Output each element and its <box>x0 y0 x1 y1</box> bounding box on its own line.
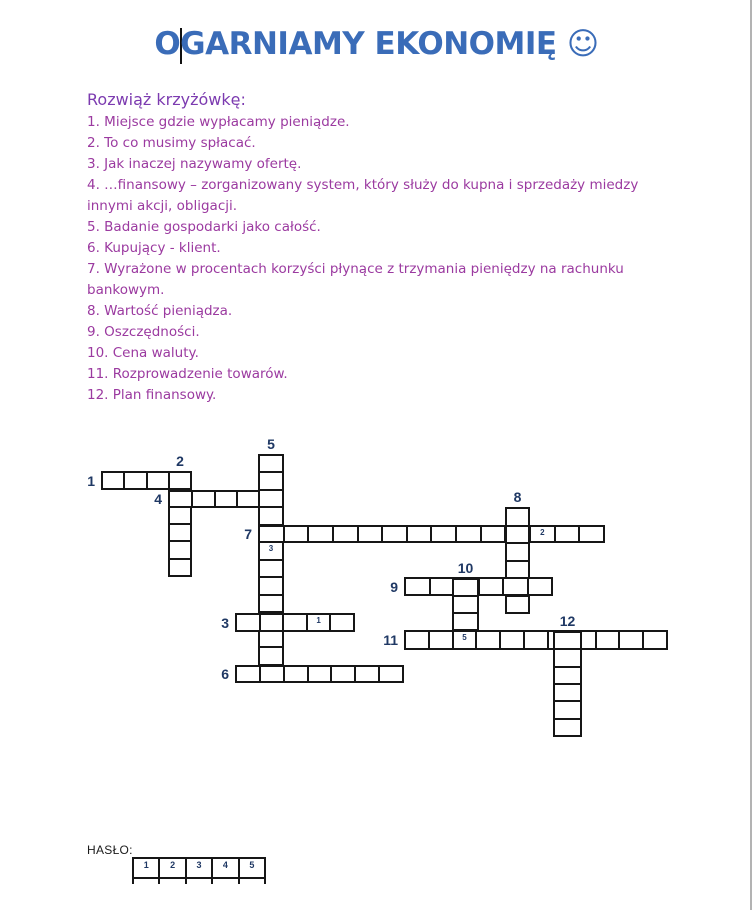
word-number-4: 4 <box>154 491 162 507</box>
haslo-cell-3[interactable] <box>185 859 211 877</box>
word-1-cell-1[interactable] <box>103 473 123 488</box>
word-7 <box>258 525 605 543</box>
word-4-cell-1[interactable] <box>170 492 191 506</box>
word-11-cell-3[interactable] <box>452 632 476 648</box>
word-7-cell-2[interactable] <box>283 527 308 541</box>
word-9-cell-6[interactable] <box>527 579 552 594</box>
haslo-row <box>132 857 266 879</box>
haslo-position-marker-2: 2 <box>540 528 545 537</box>
word-2-cell-4[interactable] <box>170 523 190 540</box>
clue-line-6: 5. Badanie gospodarki jako całość. <box>87 219 321 235</box>
word-7-cell-12[interactable] <box>529 527 554 541</box>
clue-line-2: 2. To co musimy spłacać. <box>87 135 256 151</box>
word-5 <box>258 454 284 683</box>
word-12-cell-4[interactable] <box>555 683 580 700</box>
clue-line-7: 6. Kupujący - klient. <box>87 240 221 256</box>
word-9-cell-5[interactable] <box>502 579 527 594</box>
word-5-cell-12[interactable] <box>260 646 282 663</box>
word-8 <box>505 507 530 614</box>
word-3 <box>235 613 355 632</box>
haslo-cell-5[interactable] <box>238 859 264 877</box>
word-5-cell-3[interactable] <box>260 489 282 506</box>
word-6 <box>235 665 404 683</box>
word-number-3: 3 <box>221 614 229 631</box>
clue-line-1: 1. Miejsce gdzie wypłacamy pieniądze. <box>87 114 350 130</box>
word-1-cell-3[interactable] <box>146 473 168 488</box>
word-8-cell-4[interactable] <box>507 560 528 578</box>
word-5-cell-4[interactable] <box>260 506 282 523</box>
word-9-cell-2[interactable] <box>429 579 454 594</box>
haslo-cell-2[interactable] <box>158 859 184 877</box>
word-11-cell-2[interactable] <box>428 632 452 648</box>
haslo-stub-3 <box>185 879 211 884</box>
haslo-position-marker-5: 5 <box>462 633 467 642</box>
haslo-position-marker-3: 3 <box>268 544 274 554</box>
word-number-10: 10 <box>457 560 474 576</box>
word-number-8: 8 <box>513 489 522 505</box>
haslo-cell-number-2: 2 <box>170 860 176 870</box>
word-7-cell-14[interactable] <box>578 527 603 541</box>
word-7-cell-7[interactable] <box>406 527 431 541</box>
haslo-stub-2 <box>158 879 184 884</box>
word-12 <box>553 631 582 737</box>
word-number-9: 9 <box>390 578 398 595</box>
word-2-cell-5[interactable] <box>170 540 190 557</box>
word-5-cell-7[interactable] <box>260 559 282 576</box>
word-number-2: 2 <box>176 453 184 469</box>
clue-line-12: 10. Cena waluty. <box>87 345 199 361</box>
haslo-stub-row <box>132 879 266 884</box>
word-9-cell-4[interactable] <box>478 579 503 594</box>
word-1-cell-2[interactable] <box>123 473 145 488</box>
word-11-cell-5[interactable] <box>499 632 523 648</box>
word-8-cell-1[interactable] <box>507 509 528 525</box>
word-2-cell-1[interactable] <box>170 473 190 488</box>
haslo-position-marker-1: 1 <box>316 616 321 625</box>
word-6-cell-7[interactable] <box>378 667 402 681</box>
word-4-cell-2[interactable] <box>191 492 214 506</box>
word-number-6: 6 <box>221 666 229 682</box>
clue-line-5: innymi akcji, obligacji. <box>87 198 238 214</box>
word-7-cell-1[interactable] <box>260 527 283 541</box>
word-7-cell-10[interactable] <box>480 527 505 541</box>
haslo-stub-4 <box>211 879 237 884</box>
haslo-cell-number-4: 4 <box>222 860 228 870</box>
clue-line-14: 12. Plan finansowy. <box>87 387 217 403</box>
word-7-cell-8[interactable] <box>430 527 455 541</box>
word-number-5: 5 <box>267 436 275 452</box>
word-3-cell-1[interactable] <box>237 615 259 630</box>
word-number-1: 1 <box>87 472 95 489</box>
word-12-cell-6[interactable] <box>555 718 580 735</box>
word-2-cell-3[interactable] <box>170 506 190 523</box>
clue-line-11: 9. Oszczędności. <box>87 324 200 340</box>
word-3-cell-2[interactable] <box>259 615 283 630</box>
word-4-cell-3[interactable] <box>214 492 237 506</box>
page-title: OGARNIAMY EKONOMIĘ ☺ <box>154 26 599 62</box>
word-7-cell-3[interactable] <box>307 527 332 541</box>
word-number-11: 11 <box>383 632 398 648</box>
word-11-cell-11[interactable] <box>642 632 666 648</box>
clue-line-13: 11. Rozprowadzenie towarów. <box>87 366 288 382</box>
word-11-cell-1[interactable] <box>406 632 428 648</box>
word-6-cell-6[interactable] <box>354 667 378 681</box>
haslo-cell-4[interactable] <box>211 859 237 877</box>
clue-line-8: 7. Wyrażone w procentach korzyści płynące z trzymania pieniędzy na rachunku <box>87 261 624 277</box>
word-10-cell-3[interactable] <box>454 612 477 629</box>
word-3-cell-3[interactable] <box>282 615 306 630</box>
word-4-cell-4[interactable] <box>236 492 259 506</box>
haslo-cell-number-5: 5 <box>249 860 255 870</box>
word-12-cell-5[interactable] <box>555 700 580 717</box>
word-6-cell-1[interactable] <box>237 667 259 681</box>
word-11-cell-10[interactable] <box>618 632 642 648</box>
word-3-cell-5[interactable] <box>329 615 353 630</box>
word-5-cell-9[interactable] <box>260 594 282 611</box>
word-10-cell-1[interactable] <box>454 580 477 595</box>
word-2-cell-6[interactable] <box>170 558 190 575</box>
haslo-cell-number-3: 3 <box>196 860 202 870</box>
word-11-cell-4[interactable] <box>475 632 499 648</box>
clues-heading: Rozwiąż krzyżówkę: <box>87 90 246 109</box>
word-7-cell-13[interactable] <box>554 527 579 541</box>
word-number-12: 12 <box>559 613 576 629</box>
word-6-cell-3[interactable] <box>283 667 307 681</box>
word-11-cell-6[interactable] <box>523 632 547 648</box>
word-8-cell-2[interactable] <box>507 525 528 543</box>
word-9-cell-1[interactable] <box>406 579 429 594</box>
word-5-cell-2[interactable] <box>260 471 282 488</box>
word-8-cell-6[interactable] <box>507 595 528 613</box>
word-3-cell-4[interactable] <box>306 615 330 630</box>
word-5-cell-8[interactable] <box>260 576 282 593</box>
haslo-cell-number-1: 1 <box>143 860 149 870</box>
word-12-cell-2[interactable] <box>555 648 580 665</box>
word-7-cell-6[interactable] <box>381 527 406 541</box>
word-number-7: 7 <box>244 526 252 542</box>
word-6-cell-4[interactable] <box>307 667 331 681</box>
clue-line-4: 4. …finansowy – zorganizowany system, który służy do kupna i sprzedaży miedzy <box>87 177 639 193</box>
word-10-cell-2[interactable] <box>454 595 477 612</box>
clue-line-9: bankowym. <box>87 282 165 298</box>
word-7-cell-5[interactable] <box>357 527 382 541</box>
clue-line-10: 8. Wartość pieniądza. <box>87 303 233 319</box>
word-5-cell-6[interactable] <box>260 541 282 558</box>
word-6-cell-2[interactable] <box>259 667 283 681</box>
word-12-cell-1[interactable] <box>555 633 580 648</box>
haslo-stub-5 <box>238 879 264 884</box>
word-11-cell-9[interactable] <box>595 632 619 648</box>
haslo-cell-1[interactable] <box>134 859 158 877</box>
word-7-cell-4[interactable] <box>332 527 357 541</box>
word-11 <box>404 630 668 650</box>
clue-line-3: 3. Jak inaczej nazywamy ofertę. <box>87 156 302 172</box>
word-7-cell-9[interactable] <box>455 527 480 541</box>
word-8-cell-3[interactable] <box>507 542 528 560</box>
word-2 <box>168 471 192 577</box>
haslo-stub-1 <box>134 879 158 884</box>
word-5-cell-1[interactable] <box>260 456 282 471</box>
haslo-label: HASŁO: <box>87 843 133 857</box>
word-6-cell-5[interactable] <box>330 667 354 681</box>
word-12-cell-3[interactable] <box>555 666 580 683</box>
